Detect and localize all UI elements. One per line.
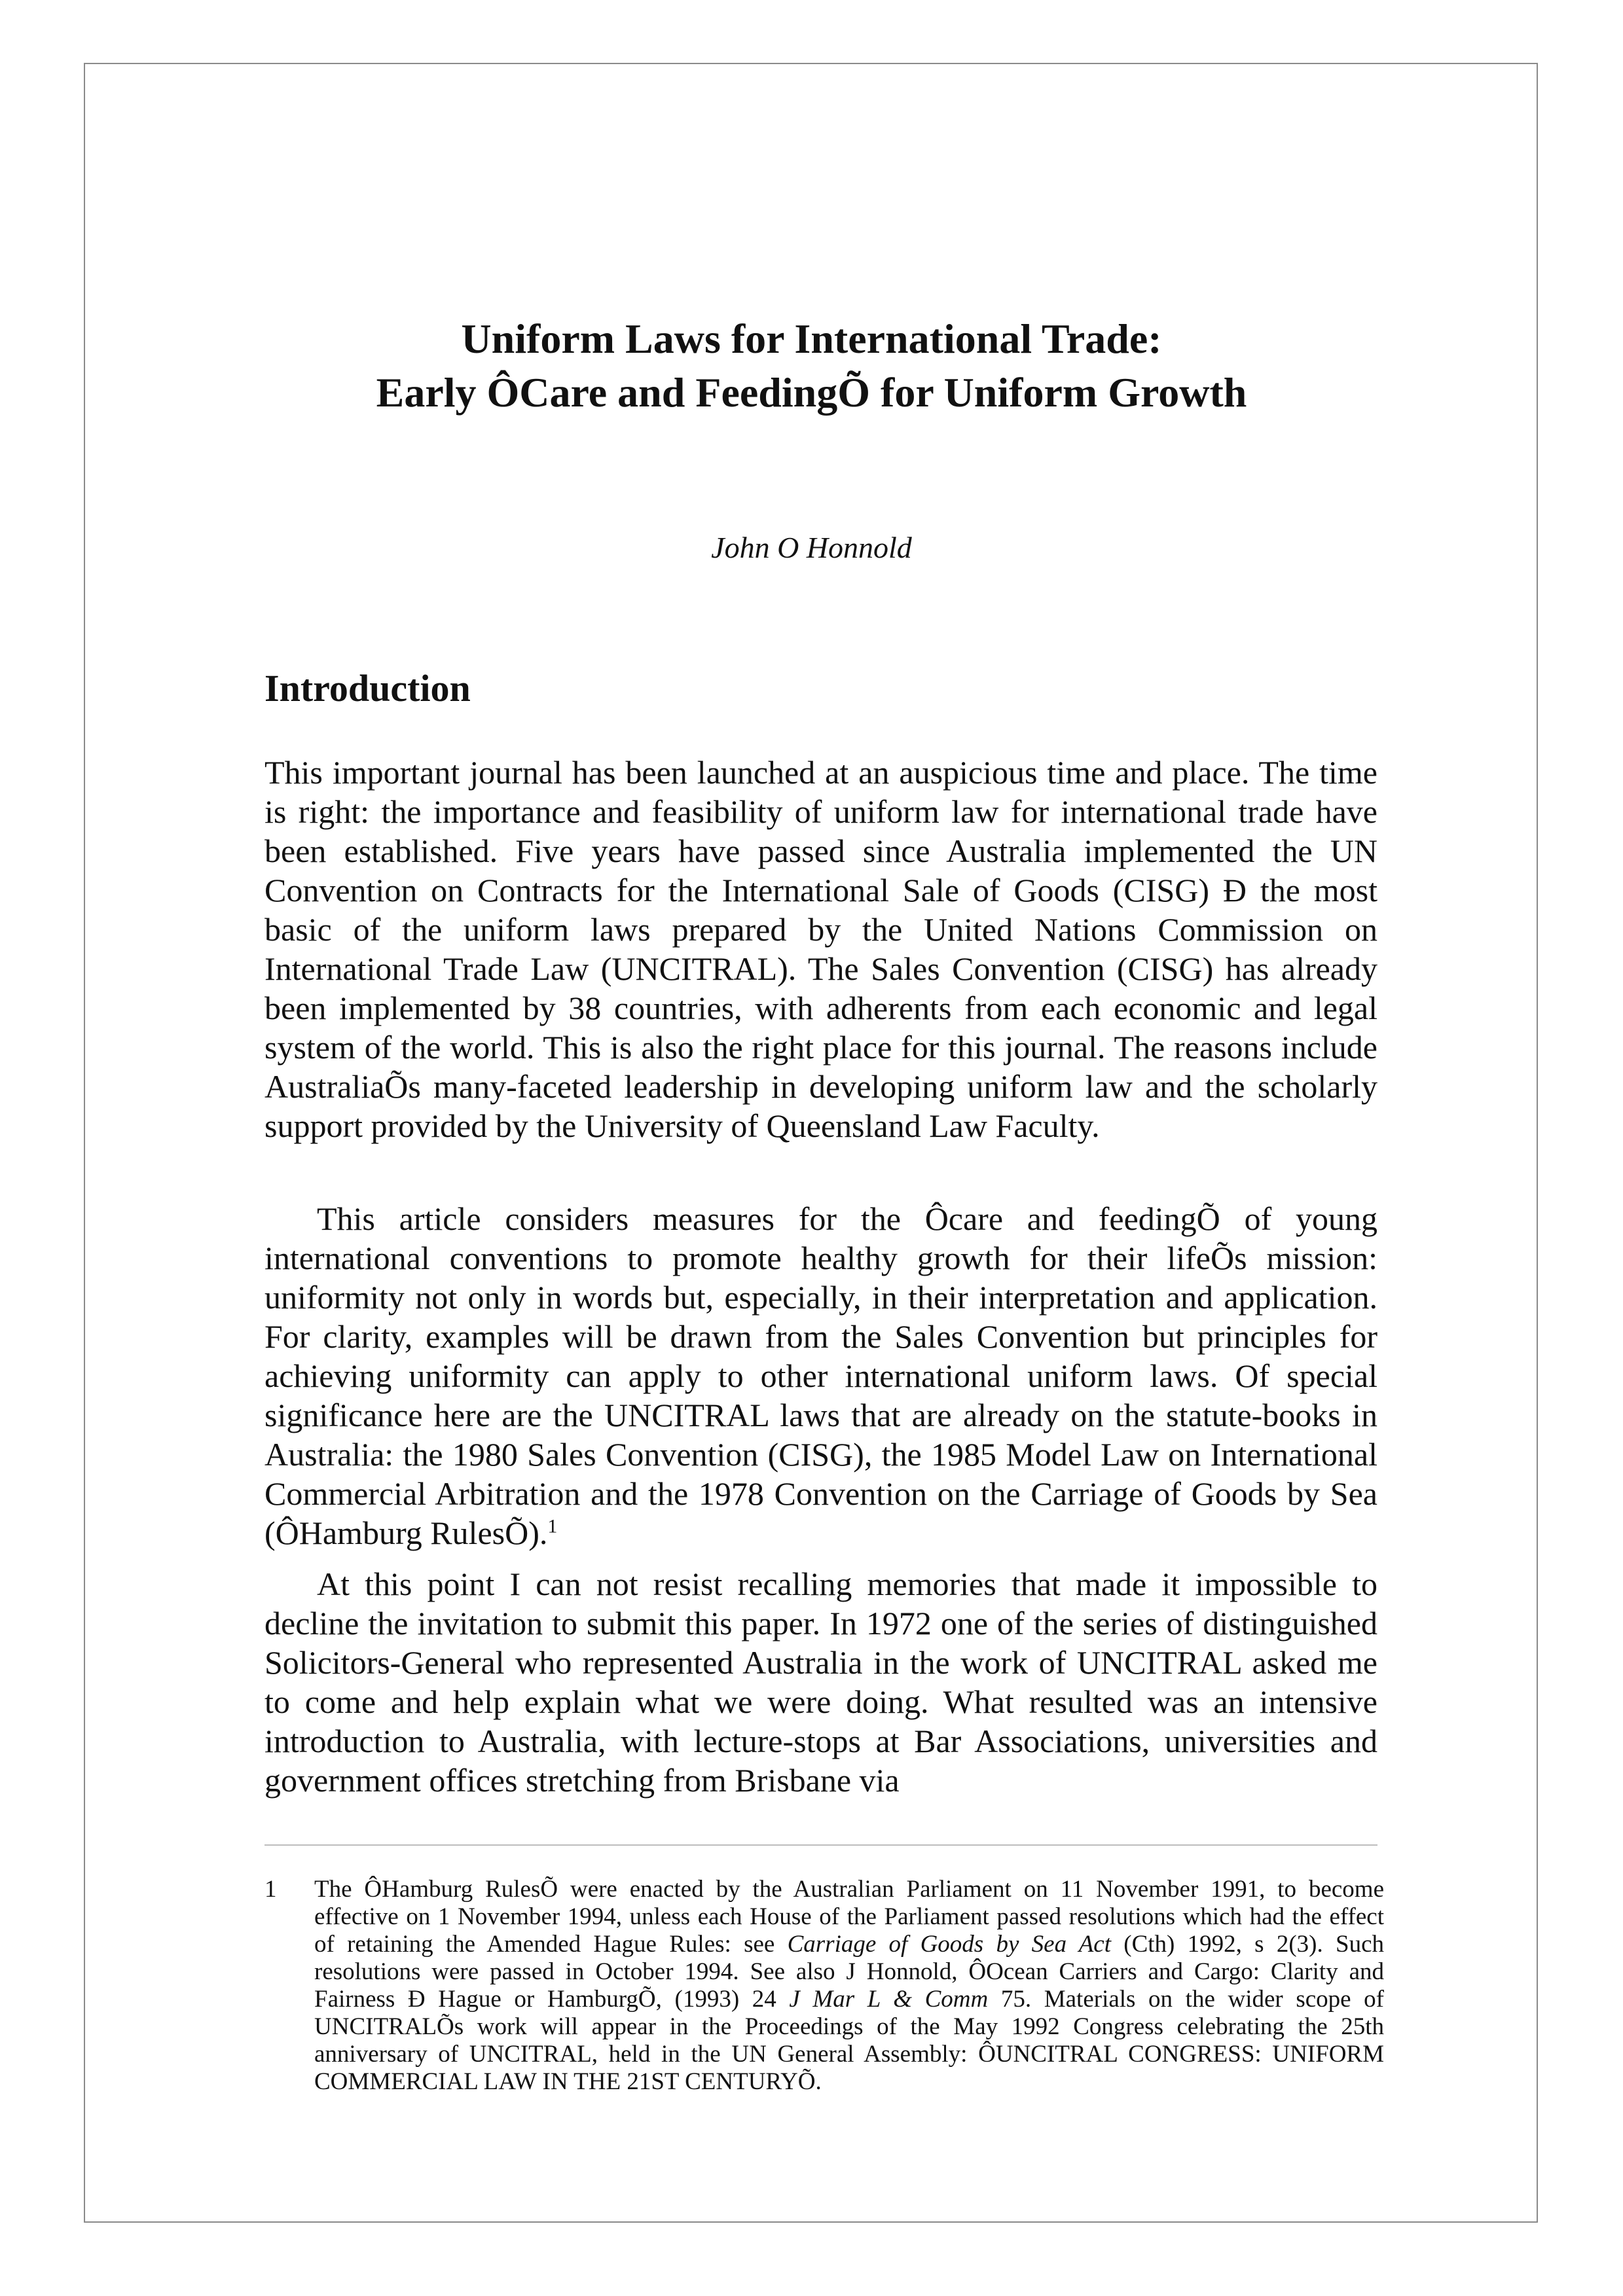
paragraph-text: This important journal has been launched at an auspicious time and place. The time is right: the importance and feasibility of uniform law for international trade have been established. Five years have passed since Australia implemented the UN Convention on Contracts for the International Sale of Goods (CISG) Ð the most basic of the uniform laws prepared by the United Nations Commission on International Trade Law (UNCITRAL). The Sales Convention (CISG) has already been implemented by 38 countries, with adherents from each economic and legal system of the world. This is also the right place for this journal. The reasons include AustraliaÕs many-faceted leadership in developing uniform law and the scholarly support provided by the University of Queensland Law Faculty.	[264, 754, 1377, 1144]
paragraph-text: At this point I can not resist recalling memories that made it impossible to decline the invitation to submit this paper. In 1972 one of the series of distinguished Solicitors-General who represented Australia in the work of UNCITRAL asked me to come and help explain what we were doing. What resulted was an intensive introduction to Australia, with lecture-stops at Bar Associations, universities and government offices stretching from Brisbane via	[264, 1566, 1377, 1799]
footnote-act-name: Carriage of Goods by Sea Act	[787, 1931, 1111, 1958]
footnote-1	[264, 1876, 1384, 2096]
footnote-number: 1	[264, 1876, 277, 1903]
footnote-text-part-b: (Cth) 1992, s 2(3). Such resolutions were passed in October 1994. See also J Honnold, ÔOcean Carriers and Cargo: Clarity and Fairness Ð Hague or HamburgÕ, (1993) 24	[314, 1931, 1384, 2013]
article-title-line-1: Uniform Laws for International Trade:	[461, 315, 1162, 362]
paragraph-text: This article considers measures for the Ôcare and feedingÕ of young international conventions to promote healthy growth for their lifeÕs mission: uniformity not only in words but, especially, in their interpretation and application. For clarity, examples will be drawn from the Sales Convention but principles for achieving uniformity can apply to other international uniform laws. Of special significance here are the UNCITRAL laws that are already on the statute-books in Australia: the 1980 Sales Convention (CISG), the 1985 Model Law on International Commercial Arbitration and the 1978 Convention on the Carriage of Goods by Sea (ÔHamburg RulesÕ).	[264, 1200, 1377, 1551]
footnote-separator	[264, 1844, 1377, 1846]
body-paragraph-3	[264, 1564, 1377, 1800]
footnote-journal-name: J Mar L & Comm	[789, 1986, 989, 2013]
section-heading-introduction: Introduction	[264, 667, 471, 709]
footnote-text	[314, 1876, 1384, 2096]
author-name: John O Honnold	[711, 531, 912, 564]
body-paragraph-1	[264, 753, 1377, 1145]
article-title-line-2: Early ÔCare and FeedingÕ for Uniform Growth	[376, 369, 1247, 416]
footnote-text-part-c: 75. Materials on the wider scope of UNCITRALÕs work will appear in the Proceedings of the May 1992 Congress celebrating the 25th anniversary of UNCITRAL, held in the UN General Assembly: ÔUNCITRAL CONGRESS: UNIFORM COMMERCIAL LAW IN THE 21ST CENTURYÕ.	[314, 1986, 1384, 2095]
body-paragraph-2	[264, 1199, 1377, 1552]
footnote-text-part-a: The ÔHamburg RulesÕ were enacted by the Australian Parliament on 11 November 1991, to become effective on 1 November 1994, unless each House of the Parliament passed resolutions which had the effect of retaining the Amended Hague Rules: see	[314, 1876, 1384, 1958]
footnote-reference[interactable]: 1	[547, 1515, 558, 1537]
